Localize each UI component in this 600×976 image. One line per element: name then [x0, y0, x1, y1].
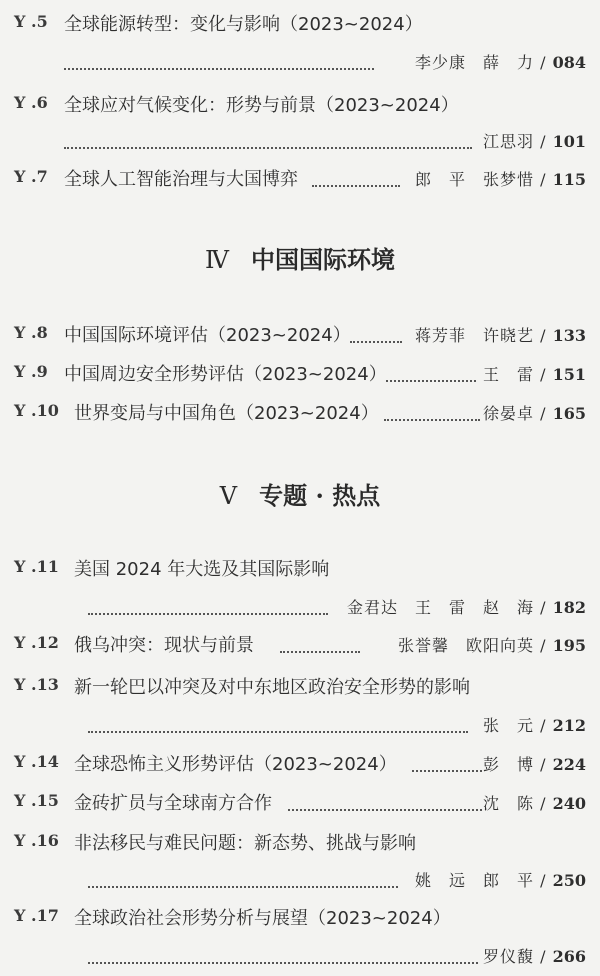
entry-authors: 李少康 薛 力	[415, 53, 535, 72]
entry-title: 全球人工智能治理与大国博弈	[64, 169, 298, 190]
entry-title: 全球政治社会形势分析与展望（2023~2024）	[74, 908, 451, 929]
entry-page-number: 133	[552, 326, 586, 345]
dot-leader	[350, 321, 402, 343]
toc-entry-y17-continuation	[0, 938, 600, 968]
toc-entry-y7[interactable]	[0, 161, 600, 191]
entry-page-number: 224	[552, 755, 586, 774]
toc-entry-y6-continuation	[0, 123, 600, 153]
entry-byline: 沈 陈 / 240	[483, 794, 586, 813]
entry-title: 美国 2024 年大选及其国际影响	[74, 559, 330, 580]
entry-code: Y .6	[14, 93, 48, 112]
entry-code: Y .17	[14, 906, 59, 925]
entry-title: 全球能源转型：变化与影响（2023~2024）	[64, 14, 423, 35]
entry-code: Y .12	[14, 633, 59, 652]
entry-byline: 郎 平 张梦惜 / 115	[415, 170, 586, 189]
entry-page-number: 240	[552, 794, 586, 813]
entry-authors: 蒋芳菲 许晓艺	[415, 326, 535, 345]
entry-page-number: 195	[552, 636, 586, 655]
dot-leader	[384, 399, 480, 421]
entry-page-number: 115	[552, 170, 586, 189]
entry-page-number: 250	[552, 871, 586, 890]
entry-authors: 沈 陈	[483, 794, 535, 813]
section-title: 中国国际环境	[250, 245, 395, 274]
toc-entry-y9[interactable]	[0, 356, 600, 386]
entry-byline: 金君达 王 雷 赵 海 / 182	[347, 598, 586, 617]
entry-authors: 张 元	[483, 716, 535, 735]
entry-authors: 徐晏卓	[483, 404, 535, 423]
toc-entry-y11[interactable]	[0, 551, 600, 581]
entry-authors: 江思羽	[483, 132, 535, 151]
entry-code: Y .7	[14, 167, 48, 186]
entry-code: Y .9	[14, 362, 48, 381]
toc-entry-y13[interactable]	[0, 669, 600, 699]
entry-authors: 张誉馨 欧阳向英	[398, 636, 535, 655]
entry-title: 俄乌冲突：现状与前景	[74, 635, 254, 656]
section-numeral: Ⅴ	[219, 482, 238, 510]
entry-code: Y .5	[14, 12, 48, 31]
dot-leader	[88, 942, 478, 964]
toc-entry-y11-continuation	[0, 589, 600, 619]
entry-byline: 蒋芳菲 许晓艺 / 133	[415, 326, 586, 345]
entry-authors: 王 雷	[483, 365, 535, 384]
entry-code: Y .13	[14, 675, 59, 694]
toc-entry-y5-continuation	[0, 44, 600, 74]
section-heading-iv	[0, 240, 600, 275]
toc-entry-y10[interactable]	[0, 395, 600, 425]
dot-leader	[280, 631, 360, 653]
entry-title: 金砖扩员与全球南方合作	[74, 793, 272, 814]
entry-authors: 彭 博	[483, 755, 535, 774]
entry-byline: 徐晏卓 / 165	[483, 404, 586, 423]
dot-leader	[312, 165, 400, 187]
entry-code: Y .14	[14, 752, 59, 771]
entry-byline: 王 雷 / 151	[483, 365, 586, 384]
entry-title: 非法移民与难民问题：新态势、挑战与影响	[74, 833, 416, 854]
entry-byline: 姚 远 郎 平 / 250	[415, 871, 586, 890]
toc-entry-y12[interactable]	[0, 627, 600, 657]
toc-entry-y16[interactable]	[0, 825, 600, 855]
dot-leader	[64, 127, 472, 149]
entry-authors: 姚 远 郎 平	[415, 871, 535, 890]
toc-entry-y13-continuation	[0, 707, 600, 737]
dot-leader	[88, 711, 468, 733]
entry-page-number: 266	[552, 947, 586, 966]
entry-code: Y .10	[14, 401, 59, 420]
entry-byline: 张 元 / 212	[483, 716, 586, 735]
entry-code: Y .15	[14, 791, 59, 810]
entry-title: 全球应对气候变化：形势与前景（2023~2024）	[64, 95, 459, 116]
entry-byline: 罗仪馥 / 266	[483, 947, 586, 966]
entry-page-number: 182	[552, 598, 586, 617]
entry-byline: 李少康 薛 力 / 084	[415, 53, 586, 72]
dot-leader	[64, 48, 374, 70]
dot-leader	[412, 750, 482, 772]
entry-title: 中国周边安全形势评估（2023~2024）	[64, 364, 387, 385]
entry-title: 新一轮巴以冲突及对中东地区政治安全形势的影响	[74, 677, 470, 698]
entry-page-number: 084	[552, 53, 586, 72]
toc-entry-y8[interactable]	[0, 317, 600, 347]
toc-entry-y5[interactable]	[0, 6, 600, 36]
entry-authors: 罗仪馥	[483, 947, 535, 966]
dot-leader	[288, 789, 482, 811]
entry-code: Y .16	[14, 831, 59, 850]
entry-byline: 彭 博 / 224	[483, 755, 586, 774]
entry-byline: 江思羽 / 101	[483, 132, 586, 151]
entry-authors: 郎 平 张梦惜	[415, 170, 535, 189]
entry-title: 世界变局与中国角色（2023~2024）	[74, 403, 379, 424]
entry-title: 全球恐怖主义形势评估（2023~2024）	[74, 754, 397, 775]
section-title: 专题 · 热点	[259, 481, 381, 510]
toc-entry-y17[interactable]	[0, 900, 600, 930]
entry-title: 中国国际环境评估（2023~2024）	[64, 325, 351, 346]
section-heading-v	[0, 476, 600, 511]
entry-authors: 金君达 王 雷 赵 海	[347, 598, 535, 617]
entry-page-number: 165	[552, 404, 586, 423]
entry-code: Y .11	[14, 557, 59, 576]
entry-byline: 张誉馨 欧阳向英 / 195	[398, 636, 586, 655]
dot-leader	[386, 360, 476, 382]
dot-leader	[88, 593, 328, 615]
entry-page-number: 151	[552, 365, 586, 384]
entry-page-number: 101	[552, 132, 586, 151]
entry-code: Y .8	[14, 323, 48, 342]
dot-leader	[88, 866, 398, 888]
entry-page-number: 212	[552, 716, 586, 735]
toc-entry-y6[interactable]	[0, 87, 600, 117]
toc-entry-y15[interactable]	[0, 785, 600, 815]
toc-entry-y16-continuation	[0, 862, 600, 892]
section-numeral: Ⅳ	[205, 246, 229, 274]
toc-entry-y14[interactable]	[0, 746, 600, 776]
